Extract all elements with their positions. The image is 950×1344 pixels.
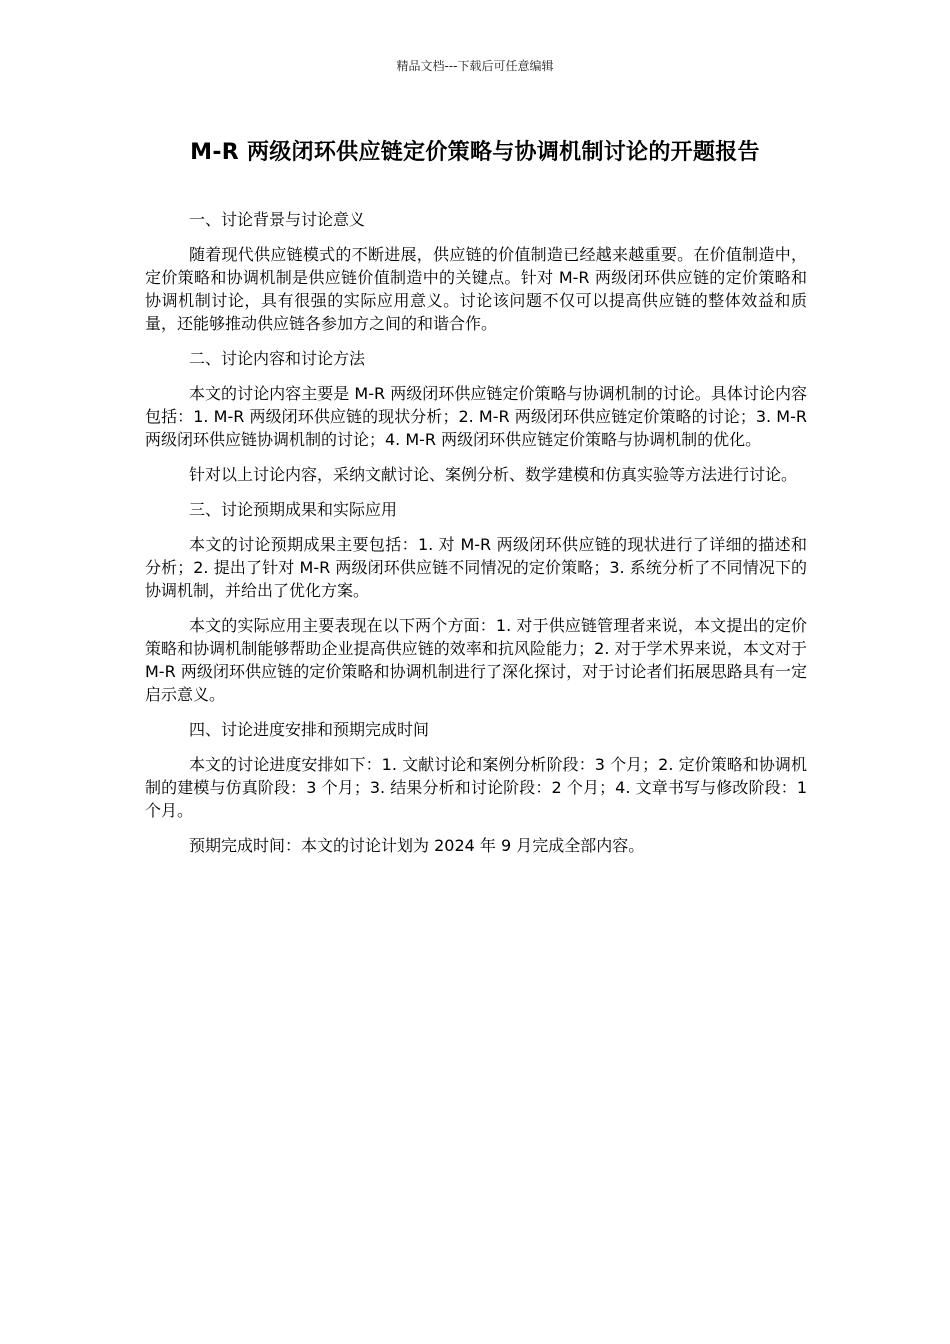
section-heading-schedule: 四、讨论进度安排和预期完成时间: [189, 720, 430, 739]
paragraph: 本文的讨论预期成果主要包括：1. 对 M-R 两级闭环供应链的现状进行了详细的描述和分析；2. 提出了针对 M-R 两级闭环供应链不同情况的定价策略；3. 系统分析了不同情况下的协调机制，并给出了优化方案。: [145, 535, 807, 600]
paragraph: 预期完成时间：本文的讨论计划为 2024 年 9 月完成全部内容。: [189, 836, 645, 855]
document-title: M-R 两级闭环供应链定价策略与协调机制讨论的开题报告: [190, 140, 760, 165]
section-heading-background: 一、讨论背景与讨论意义: [189, 210, 366, 229]
document-body: [145, 208, 807, 869]
paragraph: 本文的讨论进度安排如下：1. 文献讨论和案例分析阶段：3 个月；2. 定价策略和协调机制的建模与仿真阶段：3 个月；3. 结果分析和讨论阶段：2 个月；4. 文章书写与修改阶段：1 个月。: [145, 755, 807, 820]
section-heading-outcomes: 三、讨论预期成果和实际应用: [189, 500, 398, 519]
section-heading-content-methods: 二、讨论内容和讨论方法: [189, 349, 366, 368]
paragraph: 针对以上讨论内容，采纳文献讨论、案例分析、数学建模和仿真实验等方法进行讨论。: [189, 465, 798, 484]
paragraph: 本文的讨论内容主要是 M-R 两级闭环供应链定价策略与协调机制的讨论。具体讨论内容包括：1. M-R 两级闭环供应链的现状分析；2. M-R 两级闭环供应链定价策略的讨论；3. M-R 两级闭环供应链协调机制的讨论；4. M-R 两级闭环供应链定价策略与协调机制的优化。: [145, 384, 807, 449]
paragraph: 随着现代供应链模式的不断进展，供应链的价值制造已经越来越重要。在价值制造中，定价策略和协调机制是供应链价值制造中的关键点。针对 M-R 两级闭环供应链的定价策略和协调机制讨论，具有很强的实际应用意义。讨论该问题不仅可以提高供应链的整体效益和质量，还能够推动供应链各参加方之间的和谐合作。: [145, 245, 807, 333]
header-note: 精品文档---下载后可任意编辑: [396, 59, 554, 73]
paragraph: 本文的实际应用主要表现在以下两个方面：1. 对于供应链管理者来说，本文提出的定价策略和协调机制能够帮助企业提高供应链的效率和抗风险能力；2. 对于学术界来说，本文对于 M-R 两级闭环供应链的定价策略和协调机制进行了深化探讨，对于讨论者们拓展思路具有一定启示意义。: [145, 616, 807, 704]
